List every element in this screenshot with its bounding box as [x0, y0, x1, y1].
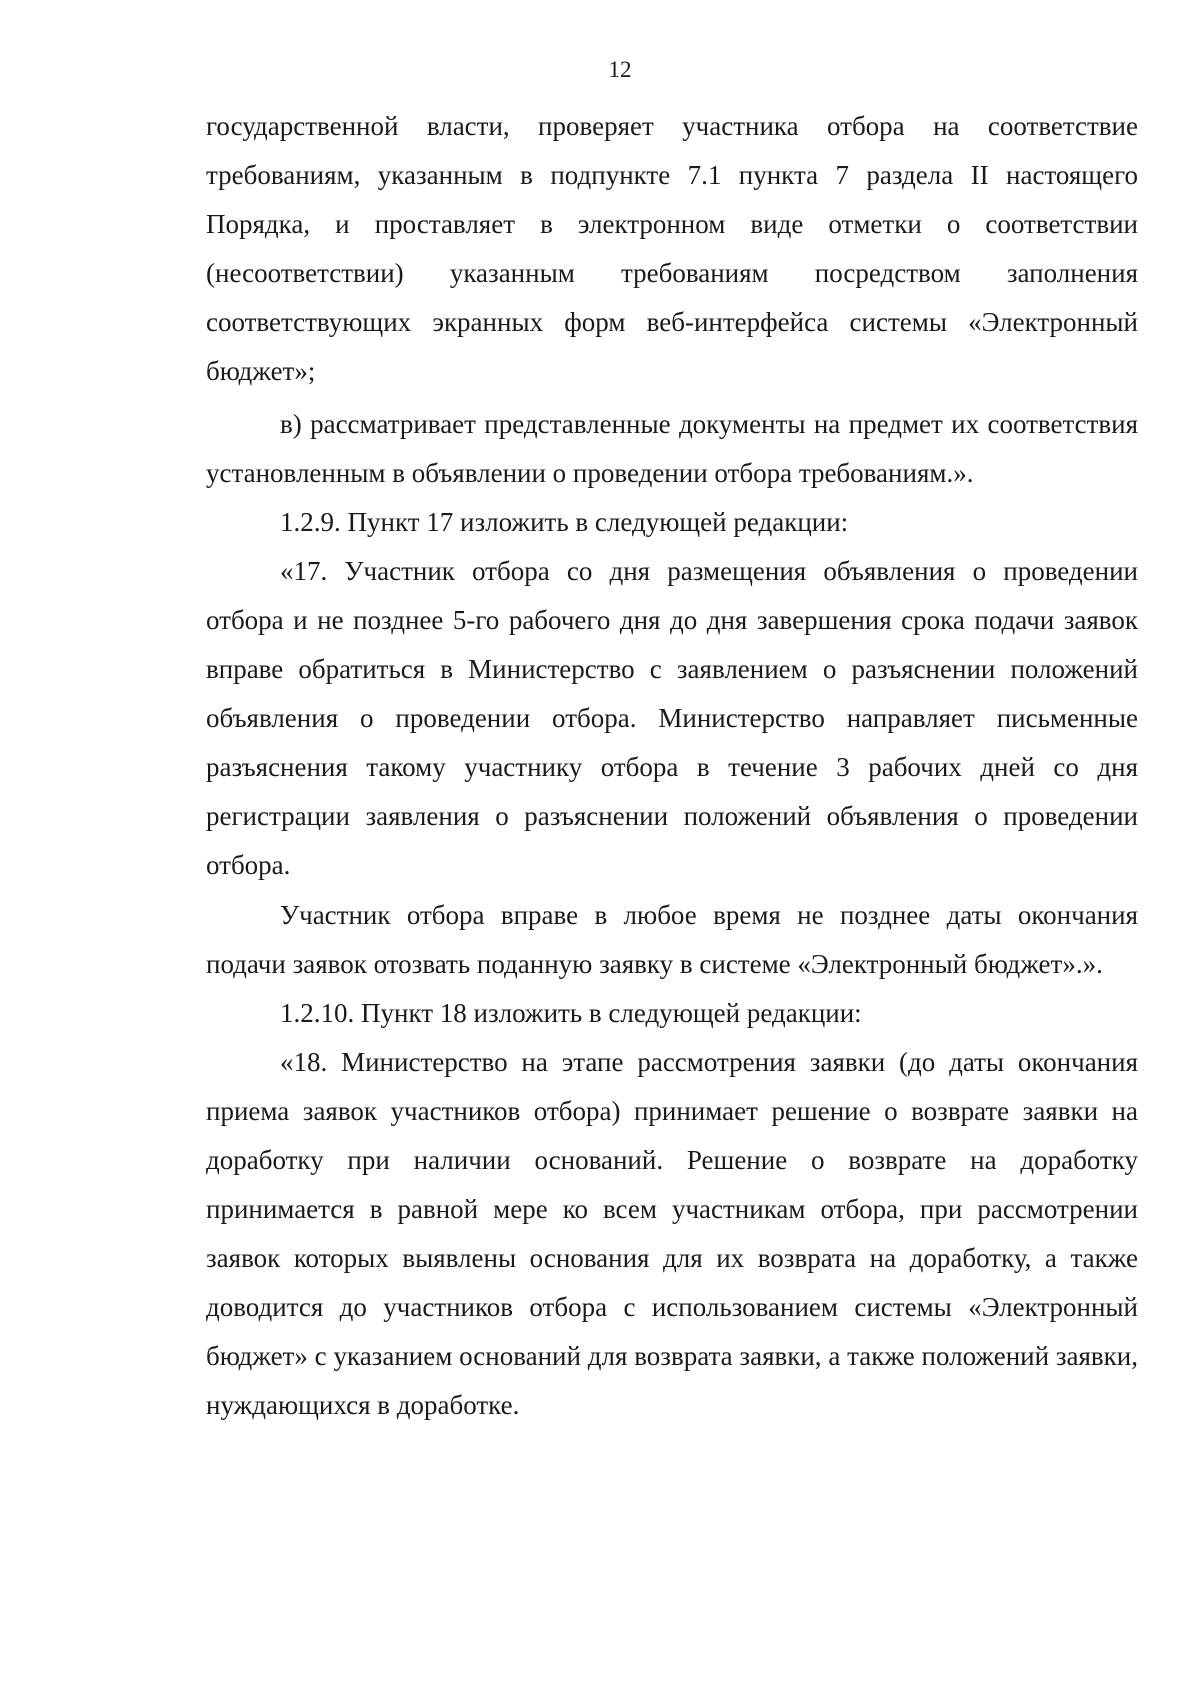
- paragraph-item-v: в) рассматривает представленные документы на предмет их соответствия установленным в объявлении о проведении отбора требованиям.».: [206, 408, 1138, 488]
- page-number: 12: [608, 57, 632, 82]
- paragraph-authority-check: государственной власти, проверяет участника отбора на соответствие требованиям, указанным в подпункте 7.1 пункта 7 раздела II настоящего Порядка, и проставляет в электронном виде отметки о соответствии (несоответствии) указанным требованиям посредством заполнения соответствующих экранных форм веб-интерфейса системы «Электронный бюджет»;: [206, 111, 1138, 387]
- document-body: [206, 102, 1138, 1431]
- paragraph-point-17: «17. Участник отбора со дня размещения объявления о проведении отбора и не позднее 5-го рабочего дня до дня завершения срока подачи заявок вправе обратиться в Министерство с заявлением о разъяснении положений объявления о проведении отбора. Министерство направляет письменные разъяснения такому участнику отбора в течение 3 рабочих дней со дня регистрации заявления о разъяснении положений объявления о проведении отбора.: [206, 555, 1138, 881]
- paragraph-point-18: «18. Министерство на этапе рассмотрения заявки (до даты окончания приема заявок участников отбора) принимает решение о возврате заявки на доработку при наличии оснований. Решение о возврате на доработку принимается в равной мере ко всем участникам отбора, при рассмотрении заявок которых выявлены основания для их возврата на доработку, а также доводится до участников отбора с использованием системы «Электронный бюджет» с указанием оснований для возврата заявки, а также положений заявки, нуждающихся в доработке.: [206, 1046, 1138, 1421]
- paragraph-withdraw-application: Участник отбора вправе в любое время не позднее даты окончания подачи заявок отозвать поданную заявку в системе «Электронный бюджет».».: [206, 899, 1138, 979]
- paragraph-1-2-10-heading: 1.2.10. Пункт 18 изложить в следующей редакции:: [280, 997, 862, 1028]
- paragraph-1-2-9-heading: 1.2.9. Пункт 17 изложить в следующей редакции:: [280, 506, 849, 537]
